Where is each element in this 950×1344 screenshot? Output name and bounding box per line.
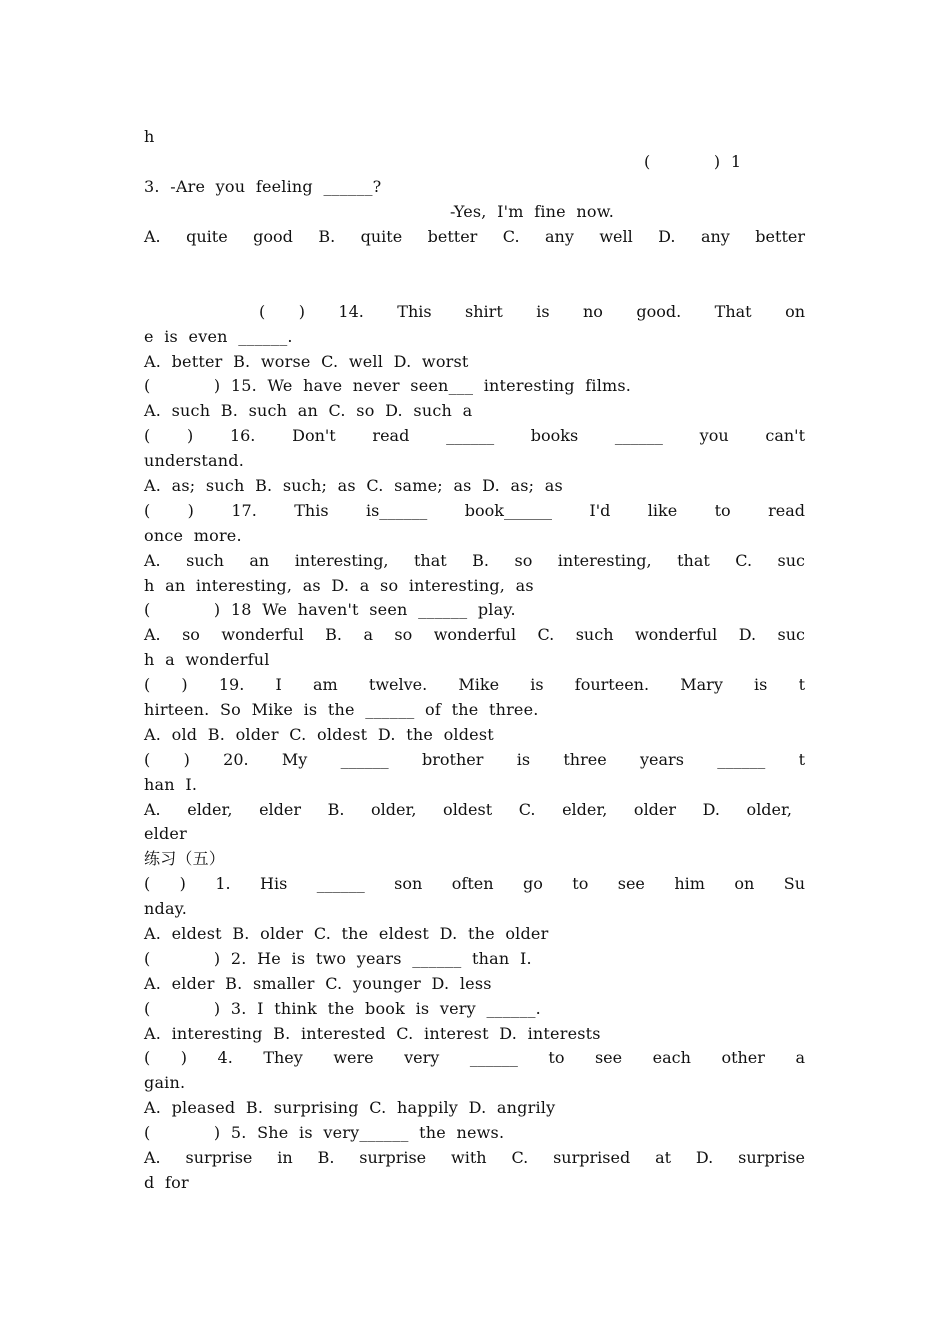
text-line: ( ) 15. We have never seen___ interesting films.	[144, 376, 632, 395]
text-line: A. surprise in B. surprise with C. surprised at D. surprise	[144, 1148, 805, 1167]
text-line: ( ) 18 We haven't seen ______ play.	[144, 600, 516, 619]
text-line: 3. -Are you feeling ______?	[144, 177, 382, 196]
text-line: A. so wonderful B. a so wonderful C. such wonderful D. suc	[144, 625, 805, 644]
text-line: -Yes, I'm fine now.	[450, 202, 615, 221]
text-line: ( ) 1. His ______ son often go to see him on Su	[144, 874, 805, 893]
text-line: ( ) 1	[644, 152, 742, 171]
text-line: ( ) 4. They were very ______ to see each other a	[144, 1048, 805, 1067]
text-line: A. old B. older C. oldest D. the oldest	[144, 725, 494, 744]
text-line: ( ) 5. She is very______ the news.	[144, 1123, 505, 1142]
text-line: once more.	[144, 526, 242, 545]
text-line: ( ) 20. My ______ brother is three years ______ t	[144, 750, 805, 769]
text-line: A. interesting B. interested C. interest D. interests	[144, 1024, 601, 1043]
text-line: A. eldest B. older C. the eldest D. the older	[144, 924, 549, 943]
text-line: A. as; such B. such; as C. same; as D. as; as	[144, 476, 563, 495]
text-line: ( ) 16. Don't read ______ books ______ you can't	[144, 426, 805, 445]
text-line: han I.	[144, 775, 198, 794]
text-line: elder	[144, 824, 187, 843]
text-line: e is even ______.	[144, 327, 293, 346]
text-line: ( ) 17. This is______ book______ I'd like to read	[144, 501, 805, 520]
text-line: understand.	[144, 451, 244, 470]
text-line: A. quite good B. quite better C. any well D. any better	[144, 227, 805, 246]
text-line: A. such an interesting, that B. so interesting, that C. suc	[144, 551, 805, 570]
text-line: ( ) 14. This shirt is no good. That on	[259, 302, 805, 321]
text-line: A. better B. worse C. well D. worst	[144, 352, 469, 371]
text-line: A. pleased B. surprising C. happily D. angrily	[144, 1098, 556, 1117]
text-line: ( ) 19. I am twelve. Mike is fourteen. Mary is t	[144, 675, 805, 694]
text-line: gain.	[144, 1073, 186, 1092]
text-line: d for	[144, 1173, 189, 1192]
text-line: A. elder B. smaller C. younger D. less	[144, 974, 492, 993]
text-line: h an interesting, as D. a so interesting, as	[144, 576, 534, 595]
section-heading: 练习（五）	[144, 849, 226, 868]
text-line: A. elder, elder B. older, oldest C. elder, older D. older,	[144, 800, 792, 819]
text-line: nday.	[144, 899, 188, 918]
text-line: A. such B. such an C. so D. such a	[144, 401, 473, 420]
text-line: h a wonderful	[144, 650, 270, 669]
text-line: h	[144, 127, 155, 146]
text-line: ( ) 2. He is two years ______ than I.	[144, 949, 532, 968]
text-line: hirteen. So Mike is the ______ of the three.	[144, 700, 539, 719]
text-line: ( ) 3. I think the book is very ______.	[144, 999, 541, 1018]
